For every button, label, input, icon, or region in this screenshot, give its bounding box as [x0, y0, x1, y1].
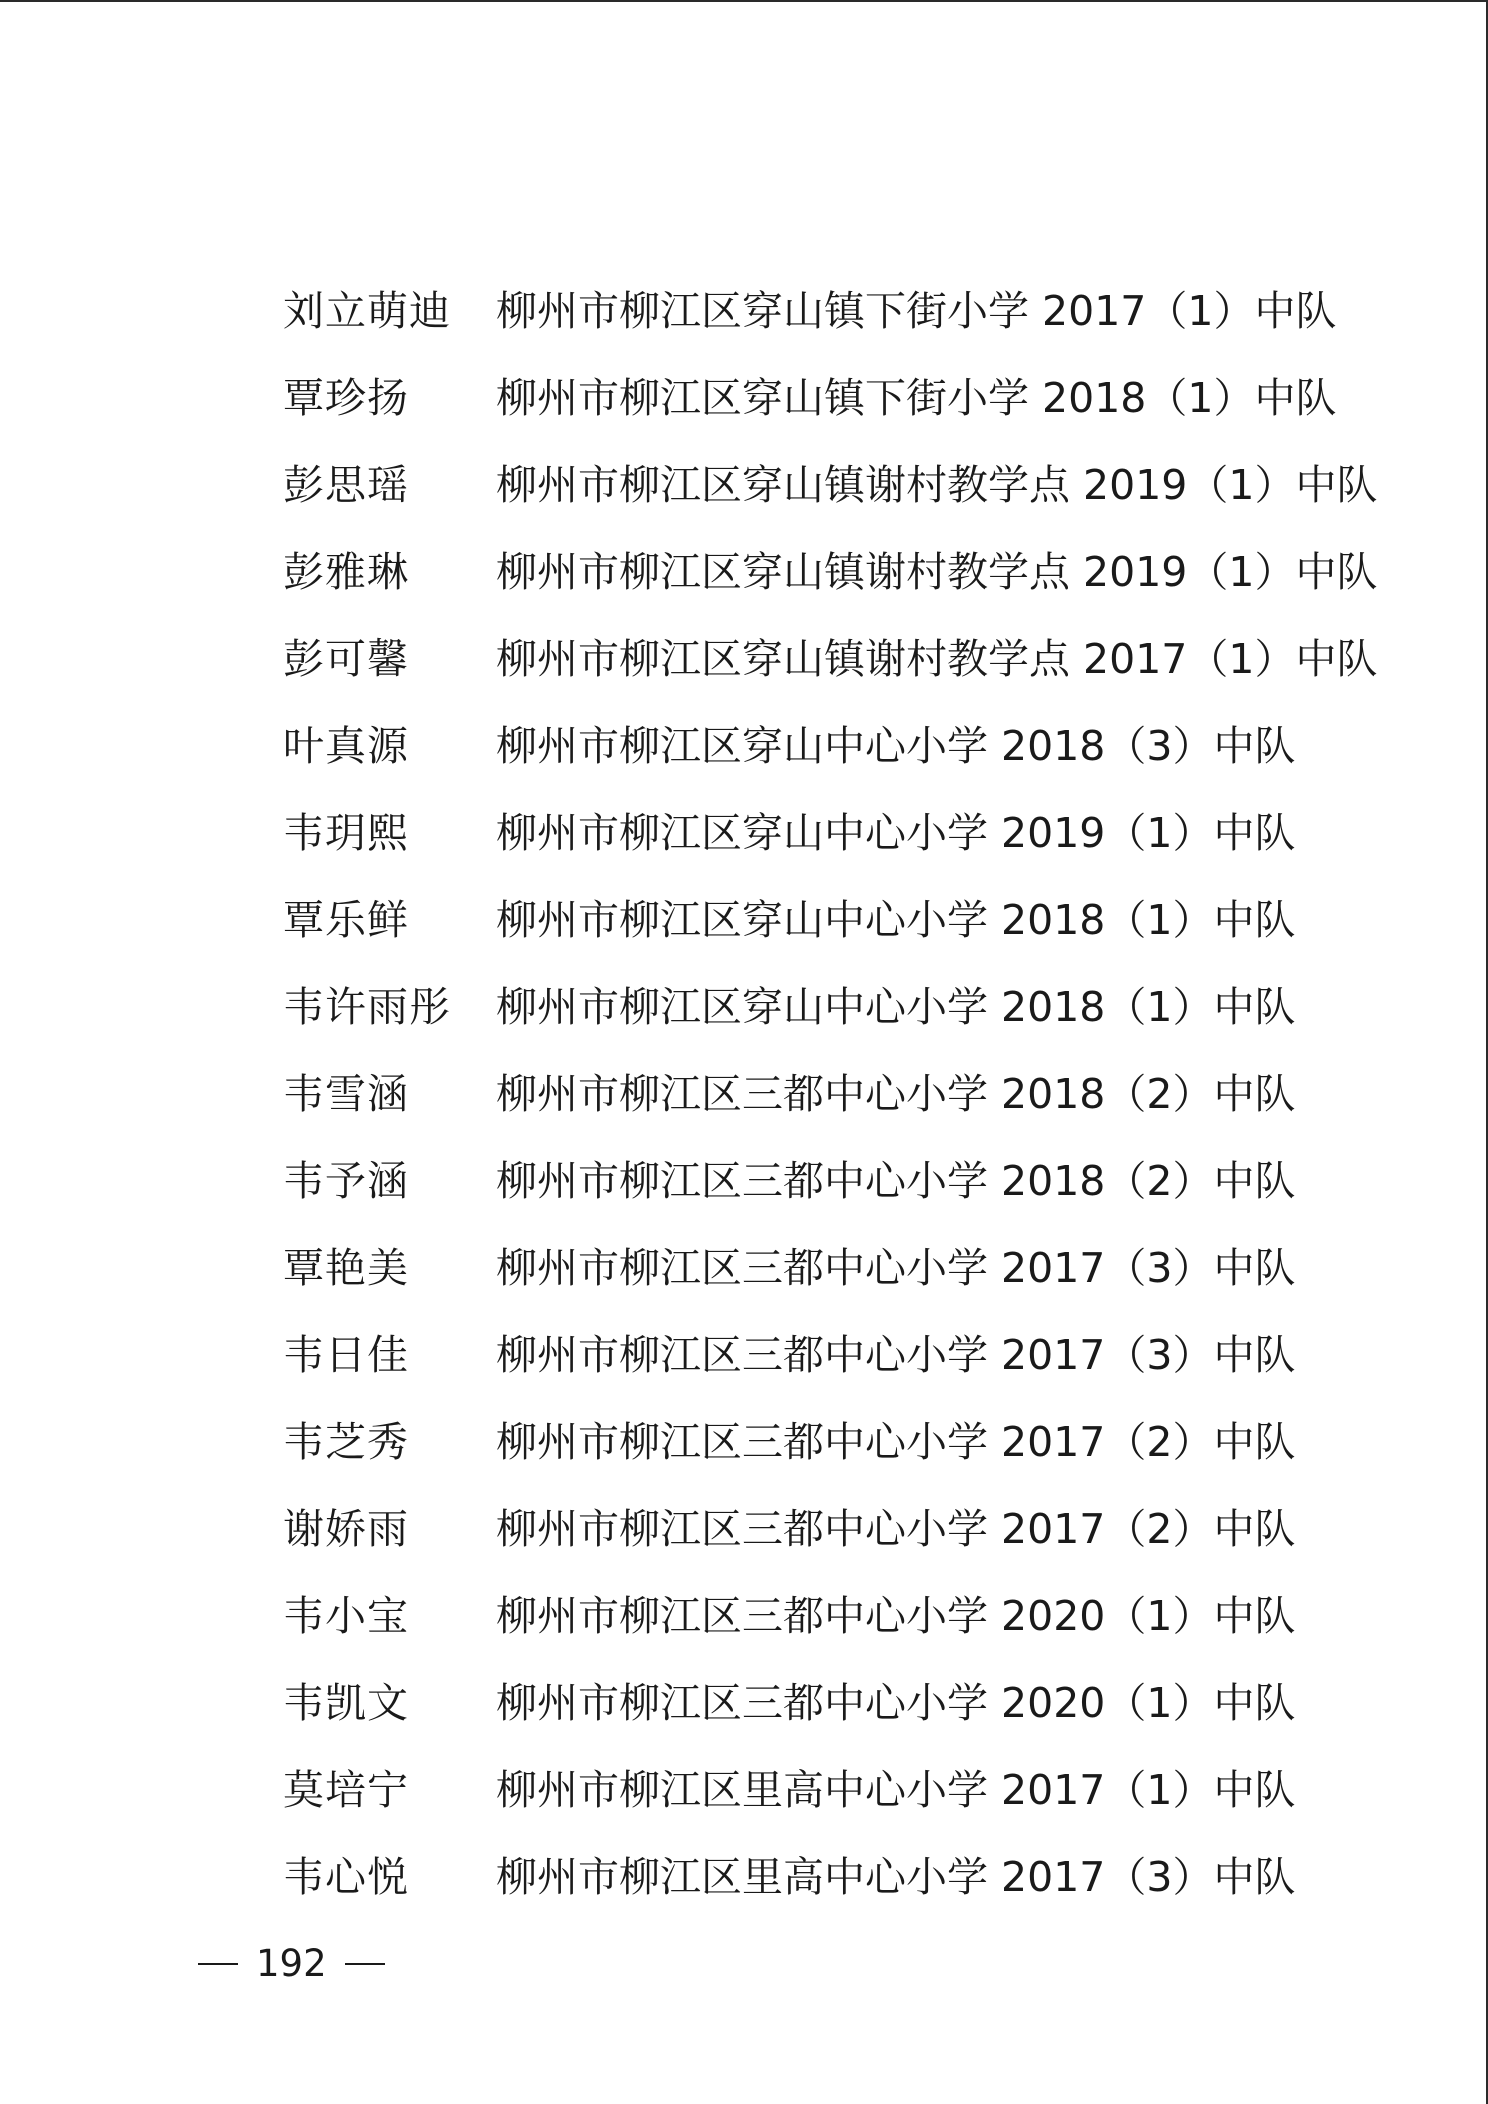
roster-row [283, 355, 1383, 442]
roster-row [283, 529, 1383, 616]
student-name: 韦心悦 [283, 1853, 409, 1901]
student-name: 叶真源 [283, 722, 409, 770]
school-unit: 柳州市柳江区穿山镇谢村教学点 2019（1）中队 [496, 461, 1378, 509]
roster-row [283, 268, 1383, 355]
school-unit: 柳州市柳江区三都中心小学 2020（1）中队 [496, 1592, 1296, 1640]
page-number-dash-left [198, 1963, 238, 1965]
school-unit: 柳州市柳江区三都中心小学 2017（2）中队 [496, 1418, 1296, 1466]
school-unit: 柳州市柳江区里高中心小学 2017（1）中队 [496, 1766, 1296, 1814]
school-unit: 柳州市柳江区三都中心小学 2017（2）中队 [496, 1505, 1296, 1553]
school-unit: 柳州市柳江区穿山镇下街小学 2018（1）中队 [496, 374, 1337, 422]
roster-row [283, 1747, 1383, 1834]
school-unit: 柳州市柳江区穿山镇下街小学 2017（1）中队 [496, 287, 1337, 335]
school-unit: 柳州市柳江区穿山中心小学 2018（3）中队 [496, 722, 1296, 770]
roster-row [283, 1834, 1383, 1921]
student-name: 韦凯文 [283, 1679, 409, 1727]
student-name: 韦雪涵 [283, 1070, 409, 1118]
roster-row [283, 703, 1383, 790]
roster-list [283, 268, 1383, 1921]
page-number-dash-right [345, 1963, 385, 1965]
page-number-footer [198, 1942, 385, 1985]
student-name: 覃珍扬 [283, 374, 409, 422]
school-unit: 柳州市柳江区三都中心小学 2018（2）中队 [496, 1070, 1296, 1118]
school-unit: 柳州市柳江区穿山中心小学 2018（1）中队 [496, 983, 1296, 1031]
top-border-line [0, 0, 1488, 2]
roster-row [283, 616, 1383, 703]
school-unit: 柳州市柳江区穿山镇谢村教学点 2017（1）中队 [496, 635, 1378, 683]
student-name: 韦小宝 [283, 1592, 409, 1640]
school-unit: 柳州市柳江区穿山中心小学 2018（1）中队 [496, 896, 1296, 944]
student-name: 韦玥熙 [283, 809, 409, 857]
roster-row [283, 1399, 1383, 1486]
roster-row [283, 1660, 1383, 1747]
page-number: 192 [256, 1942, 327, 1985]
student-name: 彭可馨 [283, 635, 409, 683]
roster-row [283, 1225, 1383, 1312]
student-name: 刘立萌迪 [283, 287, 451, 335]
roster-row [283, 877, 1383, 964]
school-unit: 柳州市柳江区穿山中心小学 2019（1）中队 [496, 809, 1296, 857]
roster-row [283, 1312, 1383, 1399]
student-name: 韦芝秀 [283, 1418, 409, 1466]
student-name: 彭雅琳 [283, 548, 409, 596]
student-name: 覃乐鲜 [283, 896, 409, 944]
student-name: 覃艳美 [283, 1244, 409, 1292]
roster-row [283, 1138, 1383, 1225]
school-unit: 柳州市柳江区穿山镇谢村教学点 2019（1）中队 [496, 548, 1378, 596]
student-name: 韦日佳 [283, 1331, 409, 1379]
school-unit: 柳州市柳江区三都中心小学 2018（2）中队 [496, 1157, 1296, 1205]
roster-row [283, 964, 1383, 1051]
school-unit: 柳州市柳江区里高中心小学 2017（3）中队 [496, 1853, 1296, 1901]
roster-row [283, 1051, 1383, 1138]
school-unit: 柳州市柳江区三都中心小学 2017（3）中队 [496, 1244, 1296, 1292]
student-name: 韦予涵 [283, 1157, 409, 1205]
student-name: 彭思瑶 [283, 461, 409, 509]
student-name: 韦许雨彤 [283, 983, 451, 1031]
roster-row [283, 442, 1383, 529]
roster-row [283, 1486, 1383, 1573]
school-unit: 柳州市柳江区三都中心小学 2017（3）中队 [496, 1331, 1296, 1379]
student-name: 莫培宁 [283, 1766, 409, 1814]
roster-row [283, 1573, 1383, 1660]
student-name: 谢娇雨 [283, 1505, 409, 1553]
roster-row [283, 790, 1383, 877]
school-unit: 柳州市柳江区三都中心小学 2020（1）中队 [496, 1679, 1296, 1727]
